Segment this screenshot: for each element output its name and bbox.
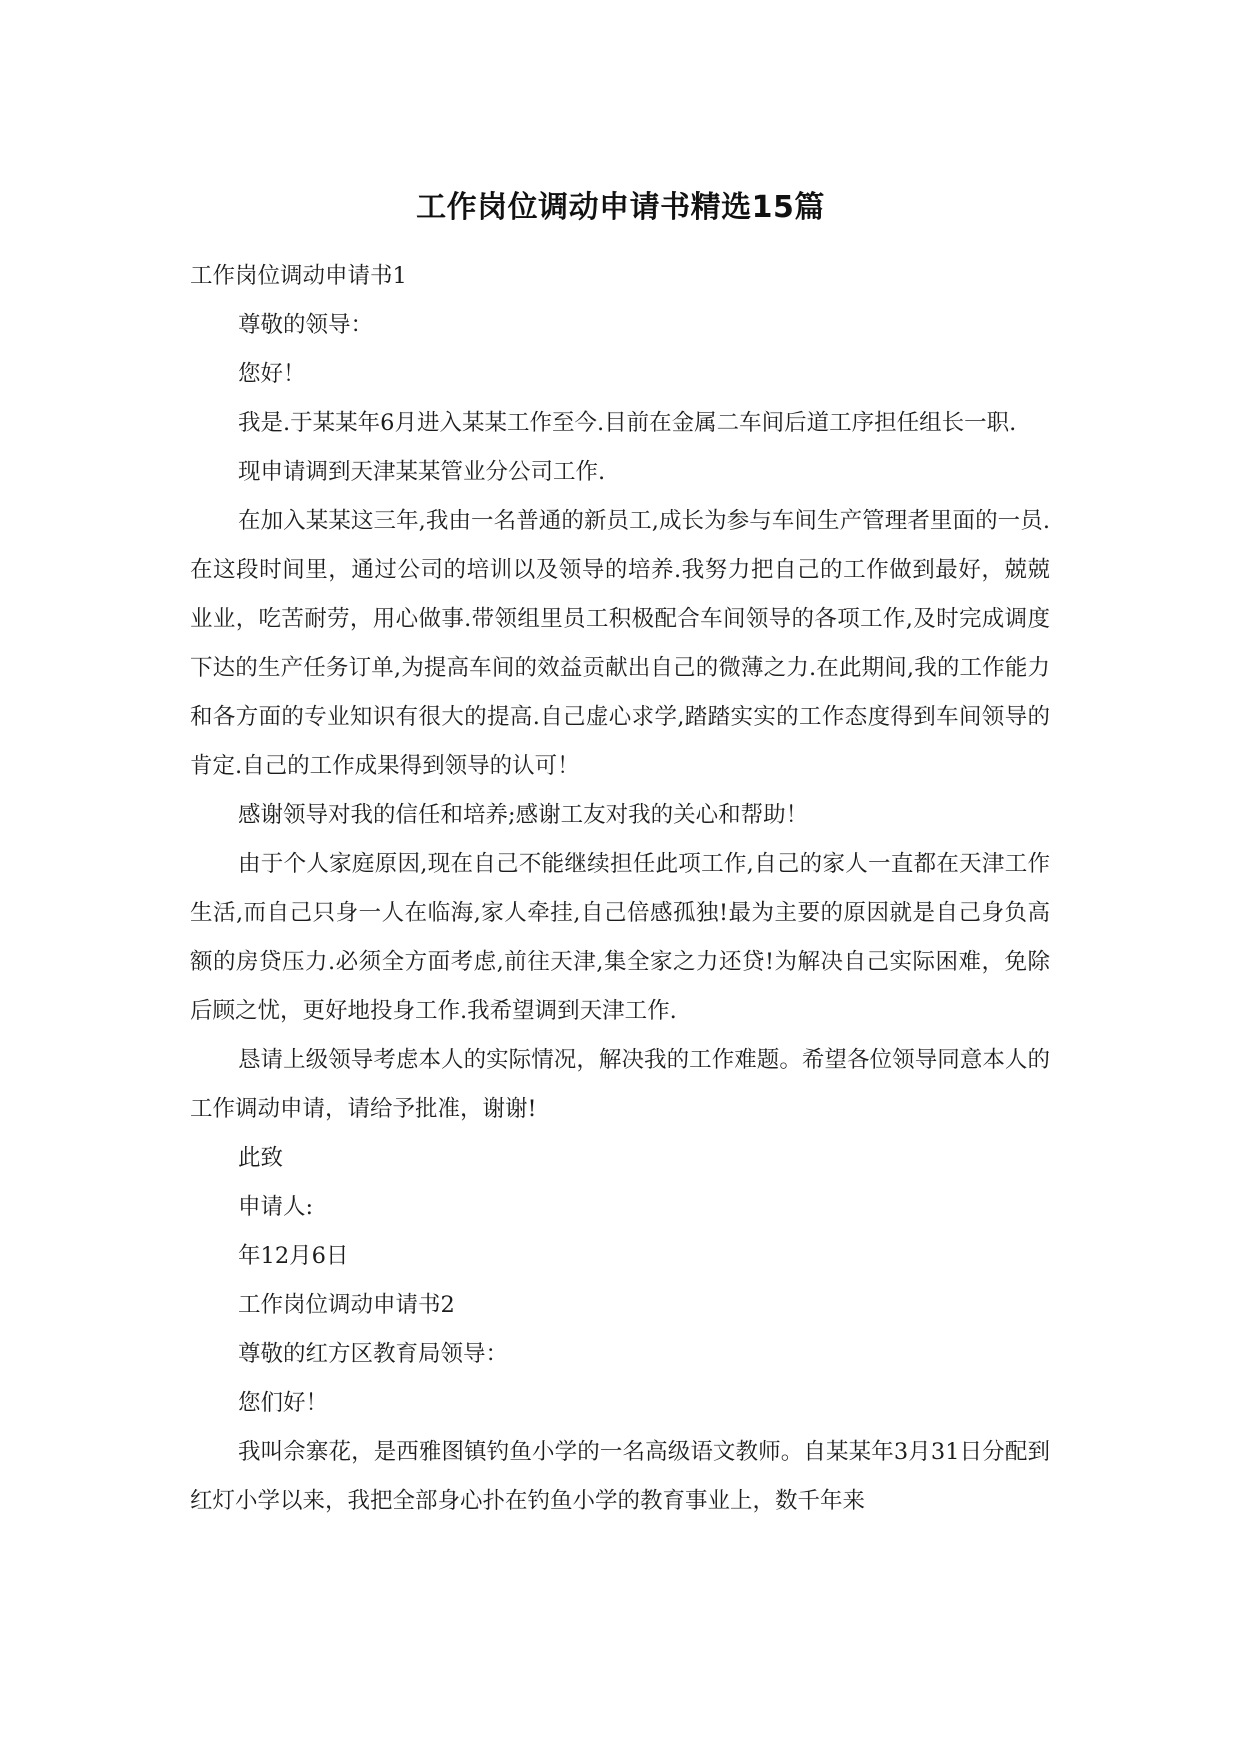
paragraph: 年12月6日 xyxy=(238,1243,349,1269)
document-title: 工作岗位调动申请书精选15篇 xyxy=(416,190,825,225)
paragraph: 您们好！ xyxy=(238,1390,329,1416)
paragraph: 我是.于某某年6月进入某某工作至今.目前在金属二车间后道工序担任组长一职. xyxy=(238,410,1017,436)
paragraph: 申请人: xyxy=(238,1194,314,1220)
paragraph: 恳请上级领导考虑本人的实际情况，解决我的工作难题。希望各位领导同意本人的工作调动申请，请给予批准，谢谢! xyxy=(190,1047,1050,1122)
paragraph: 尊敬的红方区教育局领导： xyxy=(238,1341,509,1367)
document-body xyxy=(190,252,1050,1526)
paragraph: 尊敬的领导： xyxy=(238,312,374,338)
paragraph: 感谢领导对我的信任和培养;感谢工友对我的关心和帮助！ xyxy=(238,802,809,828)
paragraph: 工作岗位调动申请书1 xyxy=(190,263,407,289)
paragraph: 您好！ xyxy=(238,361,306,387)
paragraph: 我叫佘寨花，是西雅图镇钓鱼小学的一名高级语文教师。自某某年3月31日分配到红灯小学以来，我把全部身心扑在钓鱼小学的教育事业上，数千年来 xyxy=(190,1439,1050,1514)
paragraph: 由于个人家庭原因,现在自己不能继续担任此项工作,自己的家人一直都在天津工作生活,而自己只身一人在临海,家人牵挂,自己倍感孤独!最为主要的原因就是自己身负高额的房贷压力.必须全方面考虑,前往天津,集全家之力还贷!为解决自己实际困难，免除后顾之忧，更好地投身工作.我希望调到天津工作. xyxy=(190,851,1050,1024)
paragraph: 现申请调到天津某某管业分公司工作. xyxy=(238,459,606,485)
paragraph: 此致 xyxy=(238,1145,284,1171)
paragraph: 在加入某某这三年,我由一名普通的新员工,成长为参与车间生产管理者里面的一员.在这段时间里，通过公司的培训以及领导的培养.我努力把自己的工作做到最好，兢兢业业，吃苦耐劳，用心做事.带领组里员工积极配合车间领导的各项工作,及时完成调度下达的生产任务订单,为提高车间的效益贡献出自己的微薄之力.在此期间,我的工作能力和各方面的专业知识有很大的提高.自己虚心求学,踏踏实实的工作态度得到车间领导的肯定.自己的工作成果得到领导的认可！ xyxy=(190,508,1050,779)
paragraph: 工作岗位调动申请书2 xyxy=(238,1292,455,1318)
